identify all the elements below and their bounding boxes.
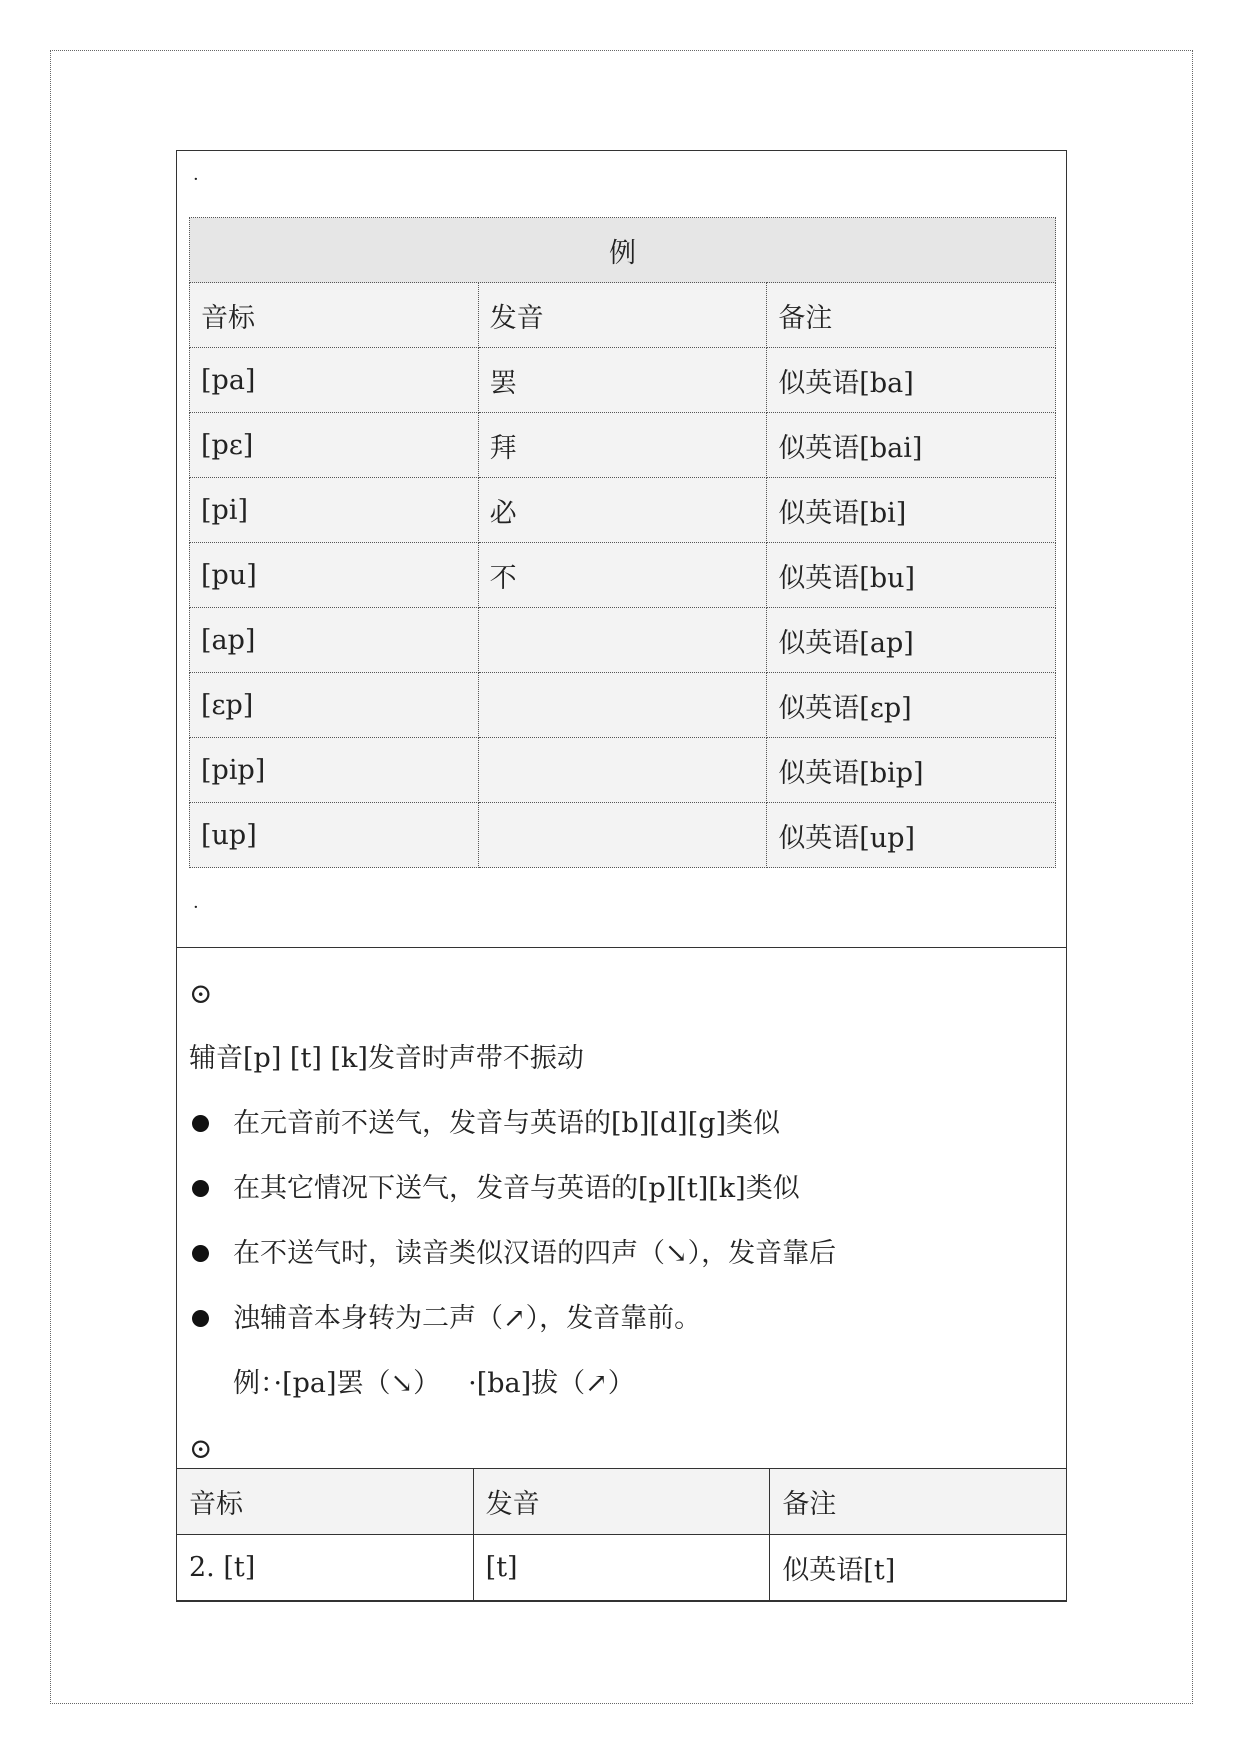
list-item [189, 1221, 1049, 1286]
bottom-dot-mark: · [193, 897, 199, 918]
circle-dot-icon: ⊙ [189, 977, 213, 1010]
remark-cell: 似英语[εp] [767, 673, 1056, 738]
table-row [190, 608, 1056, 673]
header-remark: 备注 [767, 283, 1056, 348]
pronunciation-cell: 罢 [478, 348, 767, 413]
list-item [189, 1091, 1049, 1156]
table-row [190, 348, 1056, 413]
header-pronunciation: 发音 [478, 283, 767, 348]
section-divider [177, 947, 1066, 948]
phonetic-cell: 2. [t] [177, 1535, 474, 1601]
phonetic-cell: [εp] [190, 673, 479, 738]
example-line [189, 1351, 1049, 1416]
table-row [190, 803, 1056, 868]
phonetic-cell: [pu] [190, 543, 479, 608]
bullet-icon [192, 1115, 209, 1132]
example-ba: ·[ba]拔（↗） [468, 1368, 635, 1399]
example-pa: 例：·[pa]罢（↘） [233, 1368, 441, 1399]
pronunciation-cell [478, 608, 767, 673]
list-item [189, 1156, 1049, 1221]
header-phonetic: 音标 [190, 283, 479, 348]
list-item [189, 1286, 1049, 1351]
example-table [189, 217, 1056, 868]
top-dot-mark: · [193, 169, 199, 190]
pronunciation-cell: [t] [473, 1535, 770, 1601]
remark-cell: 似英语[bi] [767, 478, 1056, 543]
bullet-text: 浊辅音本身转为二声（↗），发音靠前。 [233, 1303, 702, 1334]
bullet-text: 在不送气时，读音类似汉语的四声（↘），发音靠后 [233, 1238, 837, 1269]
table-row [190, 543, 1056, 608]
pronunciation-cell [478, 738, 767, 803]
phonetic-cell: [pε] [190, 413, 479, 478]
phonetic-cell: [up] [190, 803, 479, 868]
header-pronunciation: 发音 [473, 1469, 770, 1535]
remark-cell: 似英语[bai] [767, 413, 1056, 478]
remark-cell: 似英语[up] [767, 803, 1056, 868]
pronunciation-cell: 拜 [478, 413, 767, 478]
content-box [176, 150, 1067, 1602]
phonetic-cell: [pa] [190, 348, 479, 413]
remark-cell: 似英语[bu] [767, 543, 1056, 608]
phonetic-table-header-row [177, 1469, 1067, 1535]
remark-cell: 似英语[bip] [767, 738, 1056, 803]
bullet-icon [192, 1310, 209, 1327]
pronunciation-cell [478, 803, 767, 868]
bullet-text: 在其它情况下送气，发音与英语的[p][t][k]类似 [233, 1173, 800, 1204]
example-table-title: 例 [190, 218, 1056, 283]
table-row [190, 673, 1056, 738]
table-row [190, 478, 1056, 543]
bullet-icon [192, 1180, 209, 1197]
remark-cell: 似英语[ap] [767, 608, 1056, 673]
table-row [190, 738, 1056, 803]
pronunciation-cell [478, 673, 767, 738]
notes-section [189, 961, 1049, 1481]
bullet-icon [192, 1245, 209, 1262]
circle-dot-icon: ⊙ [189, 1432, 213, 1465]
phonetic-table [176, 1468, 1067, 1601]
table-row [190, 413, 1056, 478]
bullet-text: 在元音前不送气，发音与英语的[b][d][g]类似 [233, 1108, 781, 1139]
phonetic-cell: [pip] [190, 738, 479, 803]
pronunciation-cell: 必 [478, 478, 767, 543]
remark-cell: 似英语[t] [770, 1535, 1067, 1601]
example-table-title-row [190, 218, 1056, 283]
pronunciation-cell: 不 [478, 543, 767, 608]
example-table-header-row [190, 283, 1056, 348]
header-phonetic: 音标 [177, 1469, 474, 1535]
table-row [177, 1535, 1067, 1601]
header-remark: 备注 [770, 1469, 1067, 1535]
notes-intro: 辅音[p] [t] [k]发音时声带不振动 [189, 1043, 584, 1074]
phonetic-cell: [pi] [190, 478, 479, 543]
remark-cell: 似英语[ba] [767, 348, 1056, 413]
phonetic-cell: [ap] [190, 608, 479, 673]
